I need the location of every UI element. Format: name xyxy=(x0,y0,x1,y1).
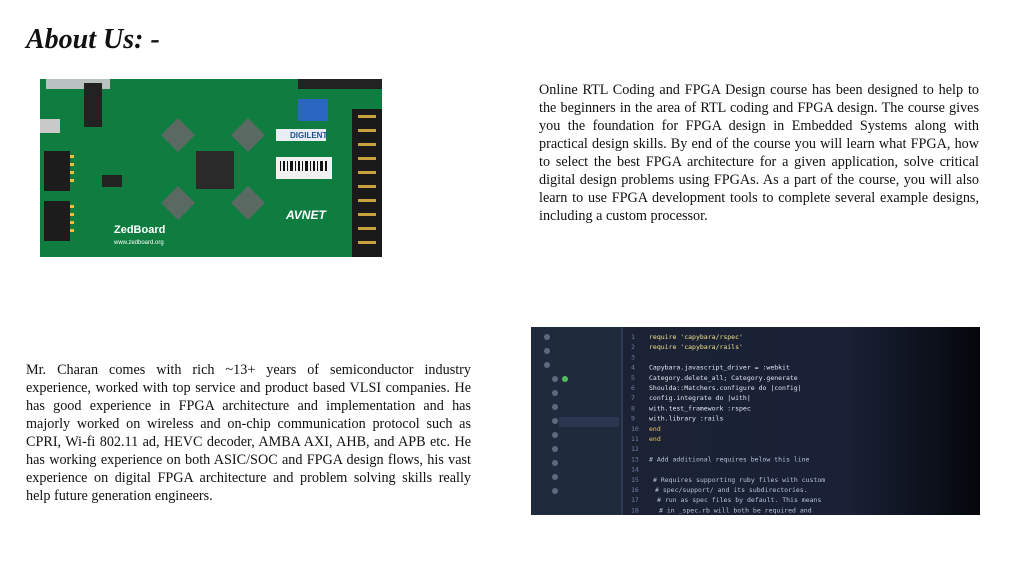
code-line: require 'capybara/rspec' xyxy=(649,333,743,341)
zedboard-url: www.zedboard.org xyxy=(114,240,164,246)
code-line: # Requires supporting ruby files with custom xyxy=(653,475,826,484)
code-line-number: 11 xyxy=(631,435,639,443)
code-line: # in _spec.rb will both be required and xyxy=(659,506,812,515)
code-line: with.library :rails xyxy=(649,414,724,423)
code-line-number: 4 xyxy=(631,363,635,372)
digilent-label: DIGILENT xyxy=(290,131,328,140)
course-description: Online RTL Coding and FPGA Design course has been designed to help to the beginners in the area of RTL coding and FPGA design. The course gives you the foundation for FPGA design in Embedded Systems along with practical design skills. By end of the course you will learn what FPGA, how to select the best FPGA architecture for a given application, solve critical digital design problems using FPGAs. As a part of the course, you will also learn to use FPGA development tools to complete several example designs, including a custom processor. xyxy=(539,82,979,224)
code-line: end xyxy=(649,424,661,433)
code-line-number: 14 xyxy=(631,465,639,474)
code-line-number: 15 xyxy=(631,475,639,484)
code-line-number: 2 xyxy=(631,343,635,352)
code-line: end xyxy=(649,435,661,443)
code-line: Shoulda::Matchers.configure do |config| xyxy=(649,384,802,392)
code-line-number: 9 xyxy=(631,414,635,423)
code-line: # run as spec files by default. This means xyxy=(657,496,822,505)
code-line: Capybara.javascript_driver = :webkit xyxy=(649,363,790,372)
code-line-number: 18 xyxy=(631,506,639,515)
code-line-number: 7 xyxy=(631,394,635,403)
code-line: # spec/support/ and its subdirectories. xyxy=(655,486,808,494)
page-title: About Us: - xyxy=(26,24,160,55)
avnet-label: AVNET xyxy=(286,208,326,222)
zedboard-photo xyxy=(40,79,382,257)
code-screen-photo xyxy=(531,327,980,515)
code-line-number: 12 xyxy=(631,445,639,454)
code-line: with.test_framework :rspec xyxy=(649,404,751,413)
instructor-bio: Mr. Charan comes with rich ~13+ years of semiconductor industry experience, worked with top service and product based VLSI companies. He has good experience in FPGA architecture and implementation and has majorly worked on wireless and on-chip communication protocol such as CPRI, Wi-fi 802.11 ad, HEVC decoder, AMBA AXI, AHB, and APB etc. He has working experience on both ASIC/SOC and FPGA design flows, his vast experience on digital FPGA architecture and problem solving skills really help future generation engineers. xyxy=(26,362,471,504)
code-line: # Add additional requires below this line xyxy=(649,455,810,464)
code-line-number: 17 xyxy=(631,496,639,505)
code-line: config.integrate do |with| xyxy=(649,394,751,403)
code-line-number: 10 xyxy=(631,424,639,433)
code-line: require 'capybara/rails' xyxy=(649,343,743,352)
code-line-number: 3 xyxy=(631,353,635,362)
code-line-number: 16 xyxy=(631,486,639,494)
code-line: Category.delete_all; Category.generate xyxy=(649,373,798,382)
zedboard-label: ZedBoard xyxy=(114,224,166,236)
code-line-number: 13 xyxy=(631,455,639,464)
code-line-number: 1 xyxy=(631,333,635,341)
code-line-number: 6 xyxy=(631,384,635,392)
code-line-number: 8 xyxy=(631,404,635,413)
code-line-number: 5 xyxy=(631,373,635,382)
